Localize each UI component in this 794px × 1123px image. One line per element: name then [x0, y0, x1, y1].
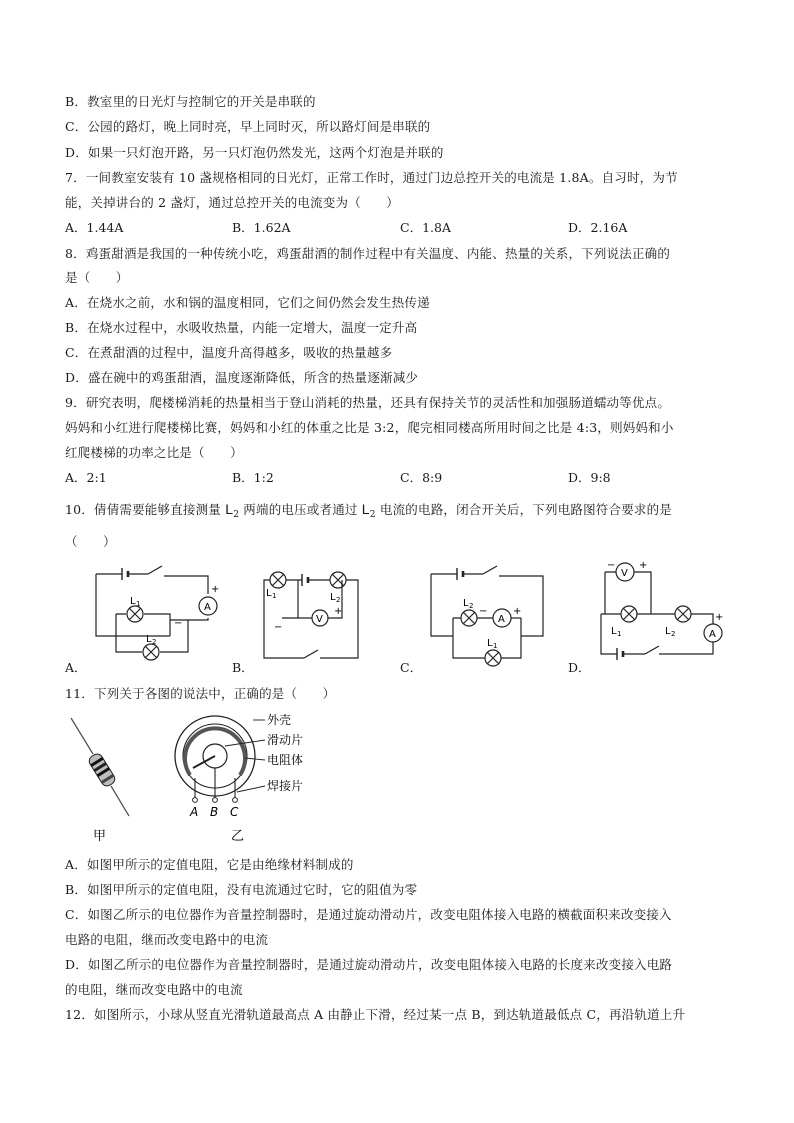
svg-text:甲: 甲	[93, 829, 107, 844]
svg-text:V: V	[621, 568, 628, 579]
q9-stem-line2: 妈妈和小红进行爬楼梯比赛，妈妈和小红的体重之比是 3:2，爬完相同楼高所用时间之比是 4:3，则妈妈和小	[65, 420, 674, 435]
svg-text:+: +	[513, 606, 522, 617]
q9-option: D．9:8	[568, 470, 611, 485]
svg-text:L: L	[146, 634, 152, 645]
svg-text:V: V	[316, 614, 323, 625]
svg-text:A: A	[190, 805, 199, 819]
q12-stem-line1: 12．如图所示，小球从竖直光滑轨道最高点 A 由静止下滑，经过某一点 B，到达轨道最低点 C，再沿轨道上升	[65, 1007, 686, 1022]
svg-text:1: 1	[493, 642, 498, 650]
circuit-diagram-a	[90, 562, 220, 666]
svg-text:A: A	[498, 614, 505, 625]
svg-text:+: +	[715, 612, 724, 623]
q10-stem-line2: （ ）	[65, 534, 116, 549]
svg-text:外壳: 外壳	[267, 713, 292, 727]
q6-option-c: C．公园的路灯，晚上同时亮，早上同时灭，所以路灯间是串联的	[65, 119, 431, 134]
q8-stem-line1: 8．鸡蛋甜酒是我国的一种传统小吃，鸡蛋甜酒的制作过程中有关温度、内能、热量的关系，下列说法正确的	[65, 246, 671, 261]
svg-text:2: 2	[671, 630, 676, 638]
q10-text-mid: 两端的电压或者通过	[239, 502, 362, 517]
svg-text:L: L	[130, 596, 136, 607]
q6-option-d: D．如果一只灯泡开路，另一只灯泡仍然发光，这两个灯泡是并联的	[65, 145, 444, 160]
q7-option: B．1.62A	[232, 220, 291, 235]
circuit-label-d: D．	[568, 660, 591, 675]
circuit-diagram-c	[425, 562, 549, 666]
svg-text:1: 1	[136, 600, 141, 608]
q11-option-c-line2: 电路的电阻，继而改变电路中的电流	[65, 932, 269, 947]
svg-text:C: C	[230, 805, 239, 819]
q10-symbol-l2: $L_2$	[225, 501, 240, 520]
q7-option: C．1.8A	[400, 220, 451, 235]
svg-text:L: L	[611, 626, 617, 637]
q10-text-pre: 10．倩倩需要能够直接测量	[65, 502, 226, 517]
svg-text:L: L	[266, 588, 272, 599]
q11-stem: 11．下列关于各图的说法中，正确的是（ ）	[65, 686, 336, 701]
q9-option: A．2:1	[65, 470, 107, 485]
svg-text:+: +	[334, 606, 343, 617]
svg-text:滑动片: 滑动片	[267, 733, 304, 747]
q7-stem-line2: 能，关掉讲台的 2 盏灯，通过总控开关的电流变为（ ）	[65, 195, 400, 210]
q7-option: A．1.44A	[65, 220, 124, 235]
svg-text:L: L	[665, 626, 671, 637]
q9-option: C．8:9	[400, 470, 443, 485]
svg-text:1: 1	[272, 592, 277, 600]
q9-stem-line1: 9．研究表明，爬楼梯消耗的热量相当于登山消耗的热量，还具有保持关节的灵活性和加强肠道蠕动等优点。	[65, 395, 671, 410]
q7-option: D．2.16A	[568, 220, 628, 235]
q10-symbol-l2: $L_2$	[361, 501, 376, 520]
q11-option-c-line1: C．如图乙所示的电位器作为音量控制器时，是通过旋动滑动片，改变电阻体接入电路的横截面积来改变接入	[65, 907, 672, 922]
svg-text:电阻体: 电阻体	[267, 753, 304, 767]
svg-text:+: +	[211, 584, 220, 595]
q8-option-d: D．盛在碗中的鸡蛋甜酒，温度逐渐降低，所含的热量逐渐减少	[65, 370, 419, 385]
svg-text:2: 2	[152, 638, 157, 646]
q11-option-d-line2: 的电阻，继而改变电路中的电流	[65, 982, 243, 997]
q8-option-c: C．在煮甜酒的过程中，温度升高得越多，吸收的热量越多	[65, 345, 393, 360]
q8-option-b: B．在烧水过程中，水吸收热量，内能一定增大，温度一定升高	[65, 320, 418, 335]
svg-text:+: +	[639, 560, 648, 571]
svg-text:−: −	[174, 618, 183, 629]
svg-text:L: L	[463, 598, 469, 609]
q9-stem-line3: 红爬楼梯的功率之比是（ ）	[65, 445, 243, 460]
circuit-label-c: C．	[400, 660, 423, 675]
svg-text:A: A	[709, 629, 716, 640]
q8-stem-line2: 是（ ）	[65, 270, 129, 285]
q11-option-b: B．如图甲所示的定值电阻，没有电流通过它时，它的阻值为零	[65, 882, 418, 897]
svg-text:−: −	[607, 560, 616, 571]
svg-text:L: L	[487, 638, 493, 649]
q7-stem-line1: 7．一间教室安装有 10 盏规格相同的日光灯，正常工作时，通过门边总控开关的电流是 1.8A。自习时，为节	[65, 170, 678, 185]
circuit-label-b: B．	[232, 660, 254, 675]
svg-text:L: L	[330, 592, 336, 603]
q10-text-post: 电流的电路，闭合开关后，下列电路图符合要求的是	[375, 502, 672, 517]
svg-text:焊接片: 焊接片	[267, 779, 304, 793]
svg-text:2: 2	[469, 602, 474, 610]
potentiometer-image	[165, 708, 315, 848]
svg-text:2: 2	[336, 596, 341, 604]
svg-text:−: −	[274, 622, 283, 633]
svg-text:A: A	[204, 602, 211, 613]
q8-option-a: A．在烧水之前，水和锅的温度相同，它们之间仍然会发生热传递	[65, 295, 430, 310]
q11-option-a: A．如图甲所示的定值电阻，它是由绝缘材料制成的	[65, 857, 354, 872]
q6-option-b: B．教室里的日光灯与控制它的开关是串联的	[65, 94, 316, 109]
resistor-image	[65, 712, 145, 842]
q9-option: B．1:2	[232, 470, 274, 485]
svg-text:1: 1	[617, 630, 622, 638]
q11-option-d-line1: D．如图乙所示的电位器作为音量控制器时，是通过旋动滑动片，改变电阻体接入电路的长度来改变接入电路	[65, 957, 673, 972]
svg-text:B: B	[210, 805, 219, 819]
svg-text:−: −	[479, 606, 488, 617]
circuit-diagram-b	[258, 566, 364, 666]
svg-text:乙: 乙	[231, 829, 245, 844]
circuit-label-a: A．	[65, 660, 87, 675]
circuit-diagram-d	[595, 558, 725, 666]
q10-stem-line1	[65, 500, 672, 520]
